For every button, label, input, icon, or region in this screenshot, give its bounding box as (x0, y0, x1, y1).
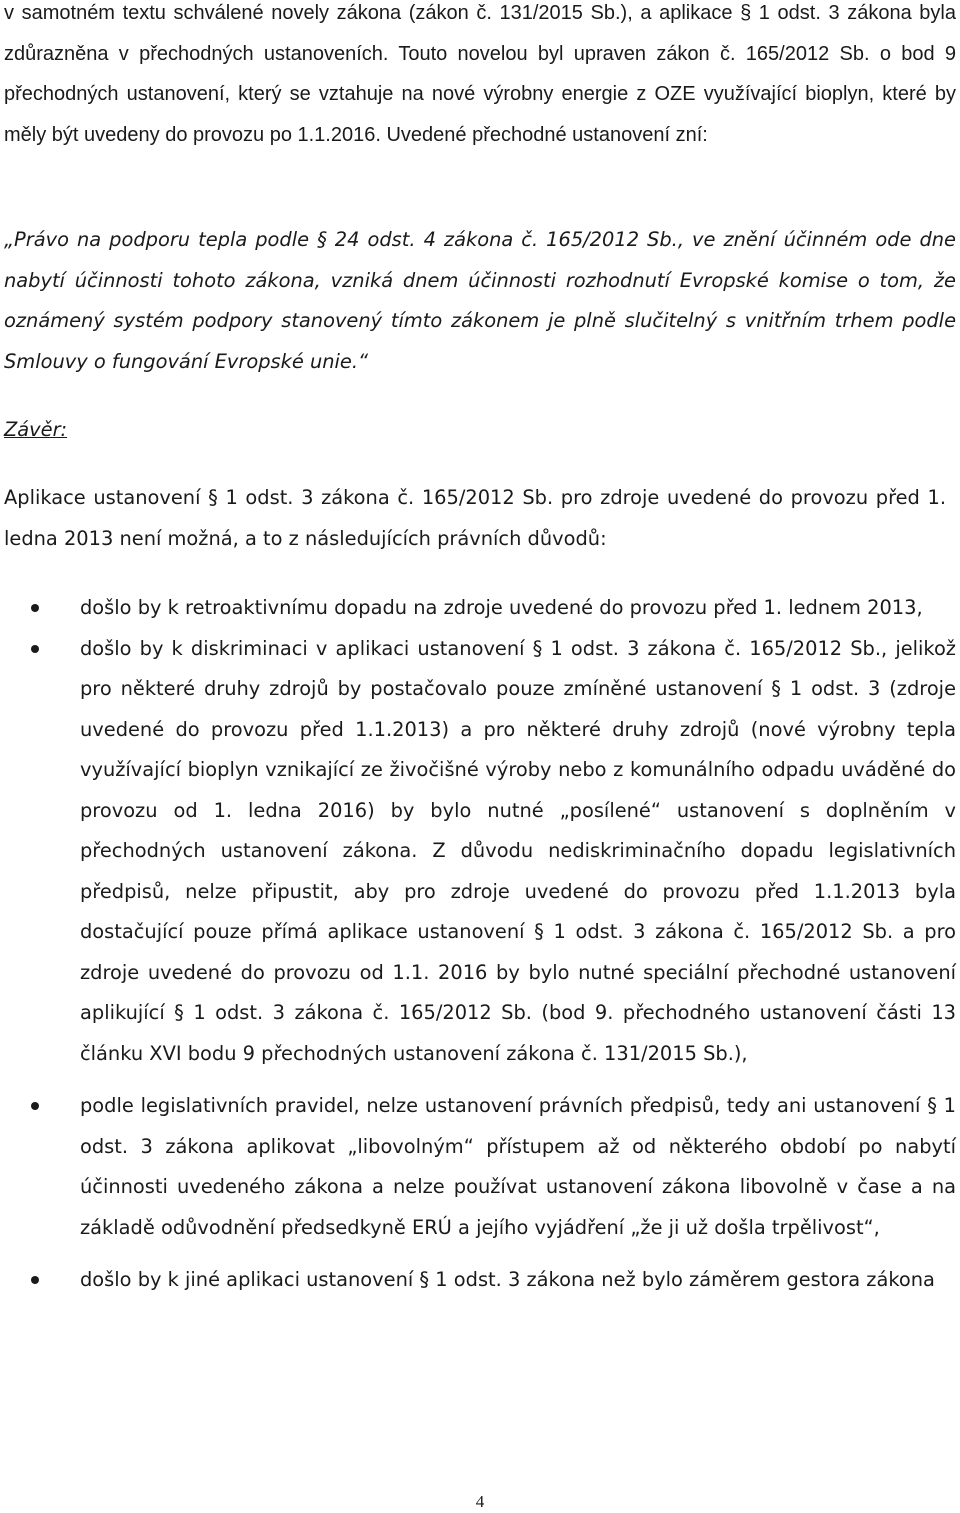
list-item-text: došlo by k jiné aplikaci ustanovení § 1 odst. 3 zákona než bylo záměrem gestora zákona (80, 1268, 935, 1291)
bullet-icon (31, 1276, 39, 1284)
list-item (4, 629, 956, 1075)
list-item (4, 1260, 956, 1301)
page-number: 4 (475, 1492, 485, 1511)
paragraph-amendment-context: v samotném textu schválené novely zákona (zákon č. 131/2015 Sb.), a aplikace § 1 odst. 3 zákona byla zdůrazněna v přechodných ustanoveních. Touto novelou byl upraven zákon č. 165/2012 Sb. o bod 9 přechodných ustanovení, který se vztahuje na nové výrobny energie z OZE využívající bioplyn, které by měly být uvedeny do provozu po 1.1.2016. Uvedené přechodné ustanovení zní: (4, 2, 956, 146)
bullet-icon (31, 1102, 39, 1110)
list-item-text: došlo by k retroaktivnímu dopadu na zdroje uvedené do provozu před 1. lednem 2013, (80, 596, 923, 619)
list-item-text: podle legislativních pravidel, nelze ustanovení právních předpisů, tedy ani ustanovení § 1 odst. 3 zákona aplikovat „libovolným“ přístupem až od některého období po nabytí účinnosti uvedeného zákona a nelze používat ustanovení zákona libovolně v čase a na základě odůvodnění předsedkyně ERÚ a jejího vyjádření „že ji už došla trpělivost“, (80, 1094, 956, 1239)
list-item-text: došlo by k diskriminaci v aplikaci ustanovení § 1 odst. 3 zákona č. 165/2012 Sb., jelikož pro některé druhy zdrojů by postačovalo pouze zmíněné ustanovení § 1 odst. 3 (zdroje uvedené do provozu před 1.1.2013) a pro některé druhy zdrojů (nové výrobny tepla využívající bioplyn vznikající ze živočišné výroby nebo z komunálního odpadu uváděné do provozu od 1. ledna 2016) by bylo nutné „posílené“ ustanovení s doplněním v přechodných ustanovení zákona. Z důvodu nediskriminačního dopadu legislativních předpisů, nelze připustit, aby pro zdroje uvedené do provozu před 1.1.2013 byla dostačující pouze přímá aplikace ustanovení § 1 odst. 3 zákona č. 165/2012 Sb. a pro zdroje uvedené do provozu od 1.1. 2016 by bylo nutné speciální přechodné ustanovení aplikující § 1 odst. 3 zákona č. 165/2012 Sb. (bod 9. přechodného ustanovení části 13 článku XVI bodu 9 přechodných ustanovení zákona č. 131/2015 Sb.), (80, 636, 956, 1065)
bullet-icon (31, 604, 39, 612)
quoted-transitional-provision: „Právo na podporu tepla podle § 24 odst. 4 zákona č. 165/2012 Sb., ve znění účinném ode dne nabytí účinnosti tohoto zákona, vzniká dnem účinnosti rozhodnutí Evropské komise o tom, že oznámený systém podpory stanovený tímto zákonem je plně slučitelný s vnitřním trhem podle Smlouvy o fungování Evropské unie.“ (4, 228, 956, 373)
list-item (4, 588, 956, 629)
paragraph-conclusion-intro: Aplikace ustanovení § 1 odst. 3 zákona č. 165/2012 Sb. pro zdroje uvedené do provozu před 1. ledna 2013 není možná, a to z následujících právních důvodů: (4, 486, 946, 550)
bullet-icon (31, 645, 39, 653)
reasons-list (4, 588, 956, 1301)
list-item (4, 1086, 956, 1248)
conclusion-heading: Závěr: (4, 418, 68, 441)
